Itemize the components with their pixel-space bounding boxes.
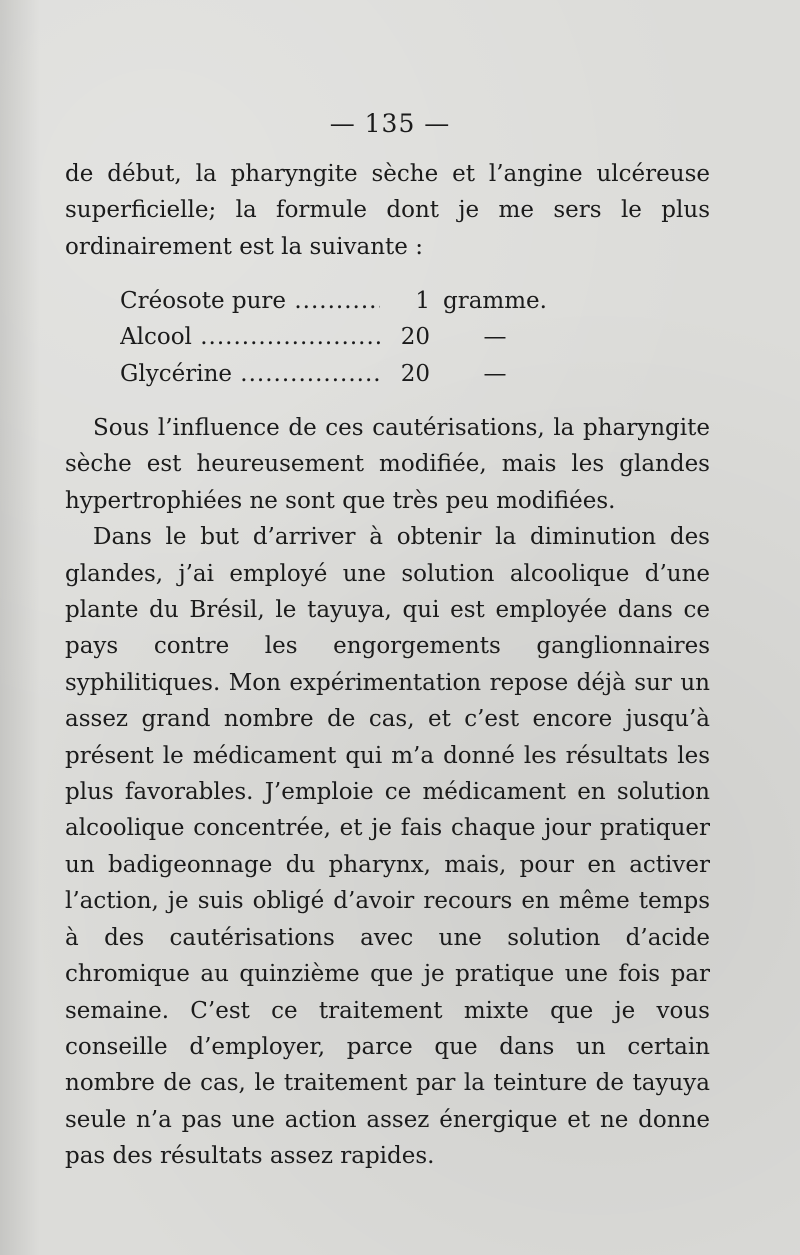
ingredient-name: Glycérine ..... <box>120 356 380 392</box>
formula-row <box>120 283 660 319</box>
body-paragraph: Sous l’influence de ces cautérisations, la pharyngite sèche est heureusement modifiée, mais les glandes hypertrophiées ne sont que très peu modifiées. <box>65 415 710 514</box>
intro-paragraph-block <box>65 156 710 265</box>
body-paragraph: Dans le but d’arriver à obtenir la diminution des glandes, j’ai employé une solution alcoolique d’une plante du Brésil, le tayuya, qui est employée dans ce pays contre les engorgements ganglionnaires syphilitiques. Mon expérimentation repose déjà sur un assez grand nombre de cas, et c’est encore jusqu’à présent le médicament qui m’a donné les résultats les plus favorables. J’emploie ce médicament en solution alcoolique concentrée, et je fais chaque jour pratiquer un badigeonnage du pharynx, mais, pour en activer l’action, je suis obligé d’avoir recours en même temps à des cautérisations avec une solution d’acide chromique au quinzième que je pratique une fois par semaine. C’est ce traitement mixte que je vous conseille d’employer, parce que dans un certain nombre de cas, le traitement par la teinture de tayuya seule n’a pas une action assez énergique et ne donne pas des résultats assez rapides. <box>65 524 710 1170</box>
ingredient-amount: 20 <box>400 324 430 351</box>
ingredient-unit: — <box>483 360 507 387</box>
formula-row <box>120 319 660 355</box>
formula-row <box>120 356 660 392</box>
ingredient-amount: 1 <box>415 288 430 314</box>
page-edge-shadow <box>0 0 40 1255</box>
ingredient-unit: — <box>483 324 507 351</box>
body-text <box>65 410 710 1175</box>
ingredient-unit: gramme. <box>443 288 547 314</box>
ingredient-name: Alcool ..... <box>120 319 380 355</box>
page-number: — 135 — <box>329 109 451 138</box>
formula-list <box>120 283 660 392</box>
ingredient-name: Créosote pure ..... <box>120 283 380 319</box>
ingredient-amount: 20 <box>400 360 430 387</box>
intro-paragraph: de début, la pharyngite sèche et l’angine ulcéreuse superficielle; la formule dont je me sers le plus ordinairement est la suivante : <box>65 161 710 260</box>
